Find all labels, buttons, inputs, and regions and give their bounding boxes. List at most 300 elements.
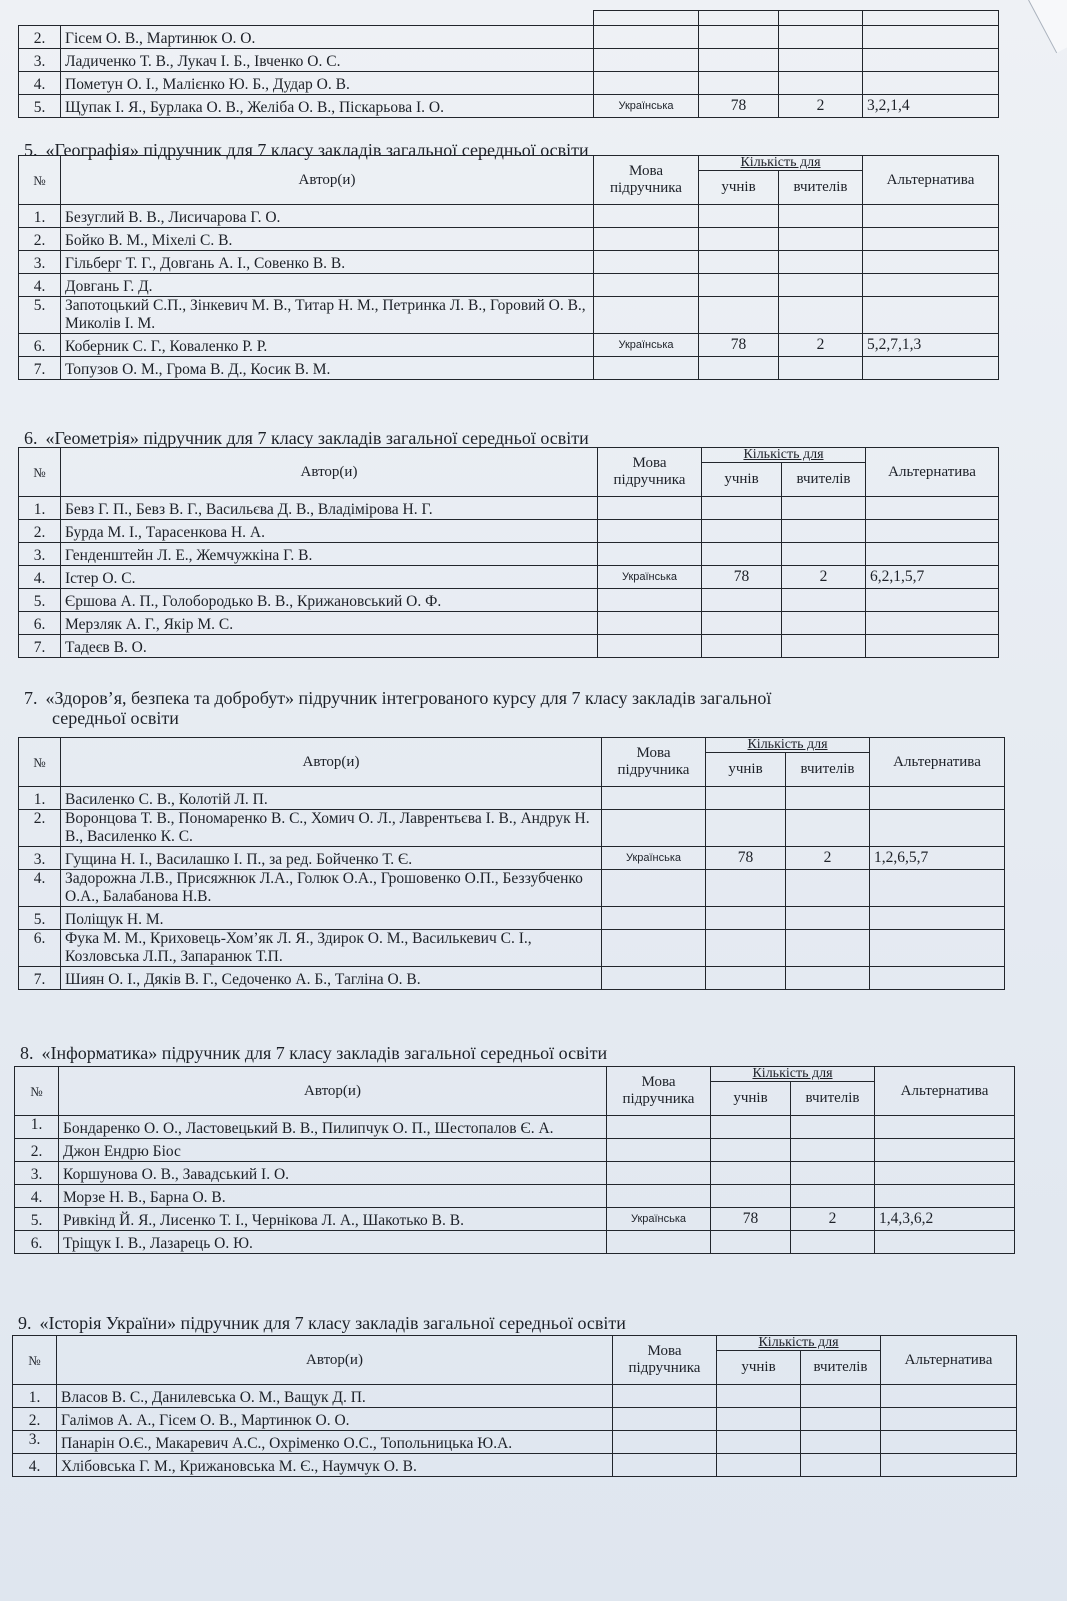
table-row [19, 26, 999, 49]
row-teachers-count [779, 251, 863, 274]
row-number: 6. [19, 334, 61, 357]
row-alternative [863, 274, 999, 297]
row-authors: Єршова А. П., Голобородько В. В., Крижановський О. Ф. [61, 589, 598, 612]
row-language: Українська [594, 95, 699, 118]
row-language: Українська [607, 1208, 711, 1231]
header-row [15, 1067, 1015, 1082]
row-teachers-count [782, 497, 866, 520]
row-students-count [699, 26, 779, 49]
row-teachers-count [782, 589, 866, 612]
row-alternative [881, 1408, 1017, 1431]
row-number: 4. [19, 566, 61, 589]
row-authors: Гільберг Т. Г., Довгань А. І., Совенко В. В. [61, 251, 594, 274]
row-alternative [870, 967, 1005, 990]
row-authors: Тадеєв В. О. [61, 635, 598, 658]
row-language [607, 1162, 711, 1185]
row-teachers-count [779, 228, 863, 251]
header-alternative: Альтернатива [881, 1336, 1017, 1385]
row-language [594, 26, 699, 49]
row-teachers-count [786, 787, 870, 810]
row-alternative [863, 26, 999, 49]
row-students-count [706, 787, 786, 810]
row-number: 4. [15, 1185, 59, 1208]
table-row [19, 870, 1005, 907]
row-number: 1. [15, 1116, 59, 1139]
row-number: 6. [19, 612, 61, 635]
row-authors: Генденштейн Л. Е., Жемчужкіна Г. В. [61, 543, 598, 566]
row-alternative [881, 1431, 1017, 1454]
row-alternative [866, 635, 999, 658]
row-alternative [881, 1454, 1017, 1477]
row-students-count [711, 1231, 791, 1254]
row-language [607, 1185, 711, 1208]
row-language [598, 497, 702, 520]
row-alternative [863, 297, 999, 334]
table-row [13, 1408, 1017, 1431]
row-number: 3. [19, 847, 61, 870]
row-alternative [870, 787, 1005, 810]
row-alternative [875, 1116, 1015, 1139]
row-language [602, 810, 706, 847]
row-students-count [706, 907, 786, 930]
header-row [13, 1336, 1017, 1351]
header-authors: Автор(и) [61, 156, 594, 205]
row-number: 1. [19, 205, 61, 228]
row-alternative [875, 1162, 1015, 1185]
row-alternative [875, 1231, 1015, 1254]
paper-corner [1028, 0, 1067, 53]
row-teachers-count: 2 [779, 334, 863, 357]
table-row [15, 1139, 1015, 1162]
row-students-count [711, 1162, 791, 1185]
row-students-count [702, 497, 782, 520]
row-teachers-count: 2 [782, 566, 866, 589]
row-teachers-count: 2 [779, 95, 863, 118]
row-students-count: 78 [702, 566, 782, 589]
row-teachers-count [779, 49, 863, 72]
header-number: № [15, 1067, 59, 1116]
row-authors: Гущина Н. І., Василашко І. П., за ред. Бойченко Т. Є. [61, 847, 602, 870]
row-number: 5. [19, 297, 61, 334]
row-teachers-count [782, 635, 866, 658]
row-students-count [706, 810, 786, 847]
header-row [19, 448, 999, 463]
row-students-count [699, 297, 779, 334]
header-authors: Автор(и) [61, 448, 598, 497]
history-world-table-continued [18, 10, 999, 118]
header-students: учнів [706, 753, 786, 787]
section-title [18, 1313, 626, 1333]
row-number: 2. [19, 26, 61, 49]
row-authors: Тріщук І. В., Лазарець О. Ю. [59, 1231, 607, 1254]
row-authors: Василенко С. В., Колотій Л. П. [61, 787, 602, 810]
table-row [13, 1454, 1017, 1477]
header-number: № [19, 156, 61, 205]
row-teachers-count [779, 274, 863, 297]
row-alternative [870, 907, 1005, 930]
row-students-count [717, 1408, 801, 1431]
row-teachers-count [801, 1454, 881, 1477]
textbook-authors-table [18, 447, 999, 658]
row-language [613, 1385, 717, 1408]
row-authors: Бевз Г. П., Бевз В. Г., Васильєва Д. В., Владімірова Н. Г. [61, 497, 598, 520]
section-title-text: «Здоров’я, безпека та добробут» підручник інтегрованого курсу для 7 класу закладів загальної [45, 688, 772, 708]
row-language [594, 357, 699, 380]
row-authors: Коберник С. Г., Коваленко Р. Р. [61, 334, 594, 357]
header-count-for: Кількість для [699, 156, 863, 171]
row-teachers-count [779, 72, 863, 95]
header-count-for: Кількість для [706, 738, 870, 753]
row-teachers-count [779, 357, 863, 380]
header-count-for: Кількість для [717, 1336, 881, 1351]
header-count-for: Кількість для [702, 448, 866, 463]
table-row [13, 1385, 1017, 1408]
row-alternative [866, 543, 999, 566]
row-language [598, 520, 702, 543]
row-students-count [702, 520, 782, 543]
row-students-count: 78 [711, 1208, 791, 1231]
section-title-continued: середньої освіти [52, 708, 179, 728]
row-language [613, 1454, 717, 1477]
header-number: № [19, 448, 61, 497]
row-number: 1. [13, 1385, 57, 1408]
textbook-authors-table [14, 1066, 1015, 1254]
row-alternative [863, 72, 999, 95]
row-authors: Задорожна Л.В., Присяжнюк Л.А., Голюк О.А., Грошовенко О.П., Беззубченко О.А., Балабанова Н.В. [61, 870, 602, 907]
header-language: Мова підручника [598, 448, 702, 497]
row-number: 4. [19, 72, 61, 95]
header-number: № [13, 1336, 57, 1385]
row-alternative [875, 1139, 1015, 1162]
row-teachers-count [779, 205, 863, 228]
table-row [19, 274, 999, 297]
row-alternative [866, 589, 999, 612]
row-authors: Довгань Г. Д. [61, 274, 594, 297]
section-title-text: «Історія України» підручник для 7 класу закладів загальної середньої освіти [39, 1313, 626, 1333]
row-authors: Хлібовська Г. М., Крижановська М. Є., Наумчук О. В. [57, 1454, 613, 1477]
row-students-count [699, 251, 779, 274]
row-authors: Гісем О. В., Мартинюк О. О. [61, 26, 594, 49]
header-row [19, 738, 1005, 753]
row-alternative [870, 810, 1005, 847]
row-teachers-count [779, 297, 863, 334]
row-students-count [717, 1385, 801, 1408]
header-number: № [19, 738, 61, 787]
table-row [19, 205, 999, 228]
row-authors: Бойко В. М., Міхелі С. В. [61, 228, 594, 251]
section-title [24, 428, 589, 448]
row-number: 5. [19, 907, 61, 930]
header-students: учнів [711, 1082, 791, 1116]
row-students-count [706, 930, 786, 967]
row-number: 2. [13, 1408, 57, 1431]
row-language [598, 543, 702, 566]
textbook-authors-table [18, 737, 1005, 990]
row-number: 2. [19, 520, 61, 543]
table-row [19, 72, 999, 95]
row-language [602, 930, 706, 967]
row-authors: Запотоцький С.П., Зінкевич М. В., Титар Н. М., Петринка Л. В., Горовий О. В., Миколів І. М. [61, 297, 594, 334]
row-teachers-count [791, 1139, 875, 1162]
row-authors: Воронцова Т. В., Пономаренко В. С., Хомич О. Л., Лаврентьєва І. В., Андрук Н. В., Василенко К. С. [61, 810, 602, 847]
row-alternative [866, 497, 999, 520]
header-teachers: вчителів [786, 753, 870, 787]
row-language [598, 635, 702, 658]
section-number: 8. [20, 1043, 34, 1063]
table-row [19, 543, 999, 566]
row-number: 5. [19, 95, 61, 118]
row-language [607, 1139, 711, 1162]
header-teachers: вчителів [782, 463, 866, 497]
row-authors: Мерзляк А. Г., Якір М. С. [61, 612, 598, 635]
table-row [19, 497, 999, 520]
table-row [19, 357, 999, 380]
row-number: 3. [19, 49, 61, 72]
row-language: Українська [594, 334, 699, 357]
table-row [19, 787, 1005, 810]
row-teachers-count [801, 1408, 881, 1431]
row-students-count [699, 205, 779, 228]
row-authors: Бурда М. І., Тарасенкова Н. А. [61, 520, 598, 543]
row-students-count [706, 967, 786, 990]
header-language: Мова підручника [613, 1336, 717, 1385]
section-title-text: «Інформатика» підручник для 7 класу закладів загальної середньої освіти [41, 1043, 608, 1063]
table-row [19, 566, 999, 589]
table-row [15, 1208, 1015, 1231]
row-number: 6. [19, 930, 61, 967]
textbook-authors-table [12, 1335, 1017, 1477]
row-number: 3. [15, 1162, 59, 1185]
row-language [594, 228, 699, 251]
table-row [19, 907, 1005, 930]
row-students-count [717, 1431, 801, 1454]
row-language [613, 1408, 717, 1431]
table-row [15, 1162, 1015, 1185]
table-row [19, 95, 999, 118]
row-teachers-count [786, 930, 870, 967]
row-language: Українська [602, 847, 706, 870]
row-language [594, 251, 699, 274]
row-alternative [863, 205, 999, 228]
row-teachers-count: 2 [786, 847, 870, 870]
row-students-count [699, 72, 779, 95]
row-teachers-count: 2 [791, 1208, 875, 1231]
row-authors: Істер О. С. [61, 566, 598, 589]
row-students-count: 78 [706, 847, 786, 870]
row-language [594, 205, 699, 228]
row-authors: Панарін О.Є., Макаревич А.С., Охріменко О.С., Топольницька Ю.А. [57, 1431, 613, 1454]
row-teachers-count [801, 1385, 881, 1408]
header-authors: Автор(и) [59, 1067, 607, 1116]
row-authors: Власов В. С., Данилевська О. М., Ващук Д. П. [57, 1385, 613, 1408]
row-language [607, 1116, 711, 1139]
header-teachers: вчителів [801, 1351, 881, 1385]
row-students-count [711, 1139, 791, 1162]
row-authors: Фука М. М., Криховець-Хом’як Л. Я., Здирок О. М., Василькевич С. І., Козловська Л.П., Запаранюк Т.П. [61, 930, 602, 967]
row-language [602, 787, 706, 810]
row-students-count [702, 589, 782, 612]
row-alternative [881, 1385, 1017, 1408]
row-students-count [706, 870, 786, 907]
header-language: Мова підручника [594, 156, 699, 205]
table-row [19, 589, 999, 612]
row-teachers-count [801, 1431, 881, 1454]
row-students-count [699, 274, 779, 297]
header-count-for: Кількість для [711, 1067, 875, 1082]
row-authors: Щупак І. Я., Бурлака О. В., Желіба О. В., Піскарьова І. О. [61, 95, 594, 118]
row-authors: Джон Ендрю Біос [59, 1139, 607, 1162]
table-row [19, 967, 1005, 990]
row-authors: Коршунова О. В., Завадський І. О. [59, 1162, 607, 1185]
row-authors: Ривкінд Й. Я., Лисенко Т. І., Чернікова Л. А., Шакотько В. В. [59, 1208, 607, 1231]
table-row [19, 49, 999, 72]
row-alternative [870, 870, 1005, 907]
row-number: 7. [19, 967, 61, 990]
section-title-text: «Геометрія» підручник для 7 класу закладів загальної середньої освіти [45, 428, 589, 448]
row-teachers-count [791, 1116, 875, 1139]
table-row [19, 520, 999, 543]
table-row [19, 251, 999, 274]
row-students-count [711, 1185, 791, 1208]
row-students-count [702, 612, 782, 635]
row-language [602, 870, 706, 907]
table-row [19, 228, 999, 251]
row-authors: Пометун О. І., Малієнко Ю. Б., Дудар О. В. [61, 72, 594, 95]
row-number: 2. [19, 810, 61, 847]
section-title [24, 688, 984, 728]
row-number: 4. [19, 274, 61, 297]
table-row [19, 847, 1005, 870]
row-alternative: 6,2,1,5,7 [866, 566, 999, 589]
header-language: Мова підручника [602, 738, 706, 787]
table-row [15, 1116, 1015, 1139]
row-number: 5. [15, 1208, 59, 1231]
row-number: 7. [19, 357, 61, 380]
row-number: 1. [19, 787, 61, 810]
section-number: 9. [18, 1313, 32, 1333]
section-number: 6. [24, 428, 38, 448]
row-number: 2. [15, 1139, 59, 1162]
row-language [594, 72, 699, 95]
table-row [15, 1185, 1015, 1208]
table-row [19, 297, 999, 334]
textbook-authors-table [18, 155, 999, 380]
row-language [602, 967, 706, 990]
header-students: учнів [699, 171, 779, 205]
row-alternative [863, 357, 999, 380]
table-row [19, 612, 999, 635]
row-alternative [863, 228, 999, 251]
row-authors: Топузов О. М., Грома В. Д., Косик В. М. [61, 357, 594, 380]
row-teachers-count [786, 870, 870, 907]
header-row [19, 156, 999, 171]
table-row [15, 1231, 1015, 1254]
section-number: 7. [24, 688, 38, 708]
row-teachers-count [791, 1231, 875, 1254]
row-alternative [866, 612, 999, 635]
row-students-count [711, 1116, 791, 1139]
row-number: 1. [19, 497, 61, 520]
header-teachers: вчителів [779, 171, 863, 205]
row-number: 5. [19, 589, 61, 612]
row-number: 6. [15, 1231, 59, 1254]
row-alternative [863, 49, 999, 72]
row-alternative: 5,2,7,1,3 [863, 334, 999, 357]
row-alternative [863, 251, 999, 274]
row-language [594, 297, 699, 334]
table-row [19, 334, 999, 357]
row-alternative [870, 930, 1005, 967]
row-language [598, 589, 702, 612]
row-language [613, 1431, 717, 1454]
row-language: Українська [598, 566, 702, 589]
row-number: 3. [19, 251, 61, 274]
row-teachers-count [782, 612, 866, 635]
table-row [19, 635, 999, 658]
header-authors: Автор(и) [61, 738, 602, 787]
row-language [598, 612, 702, 635]
header-language: Мова підручника [607, 1067, 711, 1116]
row-teachers-count [786, 907, 870, 930]
row-students-count [702, 635, 782, 658]
row-number: 2. [19, 228, 61, 251]
section-number: 5. [24, 140, 38, 160]
row-number: 7. [19, 635, 61, 658]
row-students-count: 78 [699, 95, 779, 118]
row-language [594, 49, 699, 72]
row-language [594, 274, 699, 297]
row-number: 3. [13, 1431, 57, 1454]
header-alternative: Альтернатива [870, 738, 1005, 787]
row-teachers-count [786, 810, 870, 847]
row-number: 4. [19, 870, 61, 907]
row-language [607, 1231, 711, 1254]
header-teachers: вчителів [791, 1082, 875, 1116]
row-teachers-count [782, 543, 866, 566]
row-language [602, 907, 706, 930]
table-row [19, 930, 1005, 967]
row-authors: Морзе Н. В., Барна О. В. [59, 1185, 607, 1208]
header-students: учнів [702, 463, 782, 497]
row-authors: Галімов А. А., Гісем О. В., Мартинюк О. О. [57, 1408, 613, 1431]
row-authors: Шиян О. І., Дяків В. Г., Седоченко А. Б., Тагліна О. В. [61, 967, 602, 990]
header-alternative: Альтернатива [866, 448, 999, 497]
header-authors: Автор(и) [57, 1336, 613, 1385]
section-title [20, 1043, 607, 1063]
header-students: учнів [717, 1351, 801, 1385]
row-alternative: 1,4,3,6,2 [875, 1208, 1015, 1231]
row-authors: Безуглий В. В., Лисичарова Г. О. [61, 205, 594, 228]
row-alternative [866, 520, 999, 543]
row-teachers-count [782, 520, 866, 543]
header-alternative: Альтернатива [875, 1067, 1015, 1116]
row-teachers-count [786, 967, 870, 990]
row-number: 4. [13, 1454, 57, 1477]
header-alternative: Альтернатива [863, 156, 999, 205]
row-authors: Поліщук Н. М. [61, 907, 602, 930]
row-students-count [699, 357, 779, 380]
table-row [13, 1431, 1017, 1454]
row-teachers-count [791, 1185, 875, 1208]
row-alternative [875, 1185, 1015, 1208]
row-students-count [699, 49, 779, 72]
row-alternative: 3,2,1,4 [863, 95, 999, 118]
row-authors: Бондаренко О. О., Ластовецький В. В., Пилипчук О. П., Шестопалов Є. А. [59, 1116, 607, 1139]
row-students-count [699, 228, 779, 251]
row-students-count [702, 543, 782, 566]
row-alternative: 1,2,6,5,7 [870, 847, 1005, 870]
row-teachers-count [779, 26, 863, 49]
